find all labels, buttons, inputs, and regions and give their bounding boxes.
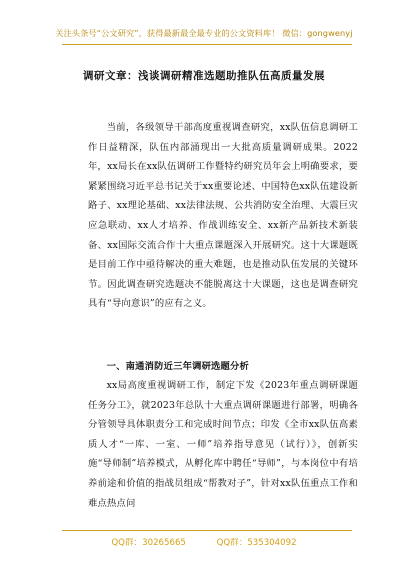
- footer-divider: [62, 530, 352, 531]
- promo-banner: 关注头条号“公文研究”，获得最新最全最专业的公文资料库！ 微信：gongwenyj: [55, 28, 353, 38]
- header-divider: [62, 44, 352, 45]
- footer-qq-group-1: QQ群：30265665: [111, 538, 186, 548]
- footer-qq-group-2: QQ群：535304092: [216, 538, 297, 548]
- section-heading: 一、南通消防近三年调研选题分析: [106, 361, 250, 372]
- document-title: 调研文章：浅谈调研精准选题助推队伍高质量发展: [83, 70, 325, 82]
- footer: [0, 536, 408, 548]
- intro-paragraph: 当前，各级领导干部高度重视调查研究，xx队伍信息调研工作日益精深，队伍内部涌现出一大批高质量调研成果。2022年，xx局长在xx队伍调研工作暨特约研究员年会上明确要求，要紧紧围绕习近平总书记关于xx重要论述、中国特色xx队伍建设新路子、xx理论基础、xx法律法规、公共消防安全治理、大震巨灾应急联动、xx人才培养、作战训练安全、xx新产品新技术新装备、xx国际交流合作十大重点课题深入开展研究。这十大课题既是目前工作中亟待解决的重大难题，也是推动队伍发展的关键环节。因此调查研究选题决不能脱离这十大课题，这也是调查研究具有“导向意识”的应有之义。: [88, 122, 358, 310]
- section-paragraph: xx局高度重视调研工作，制定下发《2023年重点调研课题任务分工》，就2023年总队十大重点调研课题进行部署，明确各分管领导具体职责分工和完成时间节点；印发《全市xx队伍高素质人才“一库、一室、一师”培养指导意见（试行）》，创新实施“导师制”培养模式，从孵化库中聘任“导师”，与本岗位中有培养前途和价值的指战员组成“帮教对子”，针对xx队伍重点工作和难点热点问: [88, 380, 358, 509]
